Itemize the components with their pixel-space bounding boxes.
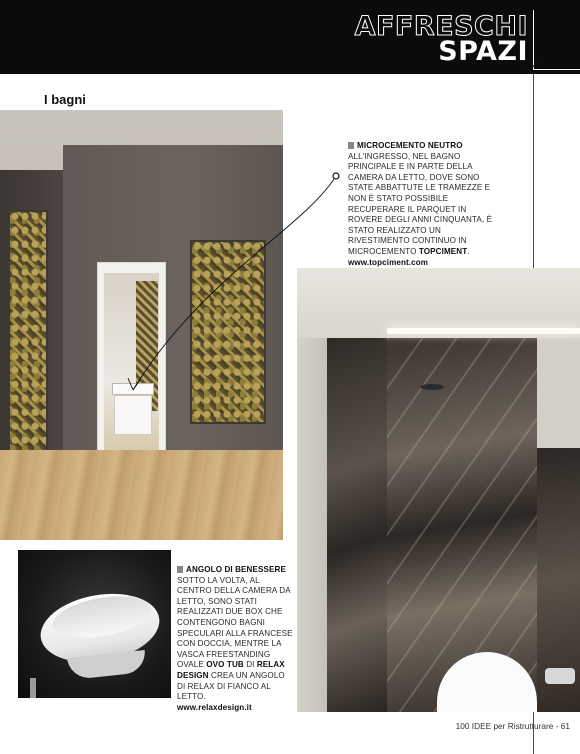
photo-marble-main bbox=[387, 338, 537, 712]
header-band bbox=[0, 0, 580, 74]
caption-brand-suffix: . bbox=[467, 246, 470, 256]
caption-body: SOTTO LA VOLTA, AL CENTRO DELLA CAMERA DA LETTO, SONO STATI REALIZZATI DUE BOX CHE CONTENGONO BAGNI SPECULARI ALLA FRANCESE CON DOCCIA, MENTRE LA VASCA FREESTANDING OVALE bbox=[177, 575, 293, 670]
photo-inner-sink bbox=[112, 383, 154, 395]
caption-heading: MICROCEMENTO NEUTRO bbox=[357, 141, 463, 150]
bullet-square-icon bbox=[348, 142, 354, 149]
photo-bedroom-wall bbox=[0, 110, 283, 540]
caption-angolo-benessere bbox=[177, 565, 295, 713]
caption-body: ALL'INGRESSO, NEL BAGNO PRINCIPALE E IN PARTE DELLA CAMERA DA LETTO, DOVE SONO STATE ABBATTUTE LE TRAMEZZE E NON È STATO POSSIBILE RECUPERARE IL PARQUET IN ROVERE DEGLI ANNI CINQUANTA, È STATO REALIZZATO UN RIVESTIMENTO CONTINUO IN MICROCEMENTO bbox=[348, 151, 493, 256]
section-label: I bagni bbox=[44, 92, 86, 107]
section-title: SPAZI bbox=[438, 36, 528, 67]
caption-microcemento bbox=[348, 141, 498, 268]
photo-shower-right-wall bbox=[537, 338, 580, 448]
photo-marble-left bbox=[327, 338, 387, 712]
caption-brand: RELAX DESIGN bbox=[177, 660, 285, 680]
section-kicker: AFFRESCHI bbox=[354, 11, 528, 42]
header-rule-vertical bbox=[533, 10, 534, 70]
photo-marble-shower bbox=[297, 268, 580, 712]
caption-body-end: CREA UN ANGOLO DI RELAX DI FIANCO AL LETTO. bbox=[177, 670, 285, 702]
photo-led-strip bbox=[387, 328, 580, 334]
photo-inner-cabinet bbox=[114, 395, 152, 435]
caption-url: www.topciment.com bbox=[348, 257, 429, 267]
caption-heading: ANGOLO DI BENESSERE bbox=[186, 565, 286, 574]
photo-wallpaper-panel-left bbox=[8, 210, 48, 454]
photo-tub-tap bbox=[30, 678, 36, 698]
photo-parquet-floor bbox=[0, 450, 283, 540]
photo-wallpaper-panel-right bbox=[190, 240, 266, 424]
photo-faucet bbox=[545, 668, 575, 684]
photo-shower-left-wall bbox=[297, 338, 327, 712]
caption-brand: TOPCIMENT bbox=[418, 246, 468, 256]
caption-connector: DI bbox=[246, 660, 255, 670]
page-folio: 100 IDEE per Ristrutturare - 61 bbox=[455, 721, 570, 731]
caption-product: OVO TUB bbox=[206, 660, 244, 670]
photo-shower-head bbox=[420, 384, 444, 390]
header-rule-horizontal bbox=[533, 69, 580, 70]
photo-ovo-tub bbox=[18, 550, 171, 698]
bullet-square-icon bbox=[177, 566, 183, 573]
caption-url: www.relaxdesign.it bbox=[177, 702, 252, 712]
